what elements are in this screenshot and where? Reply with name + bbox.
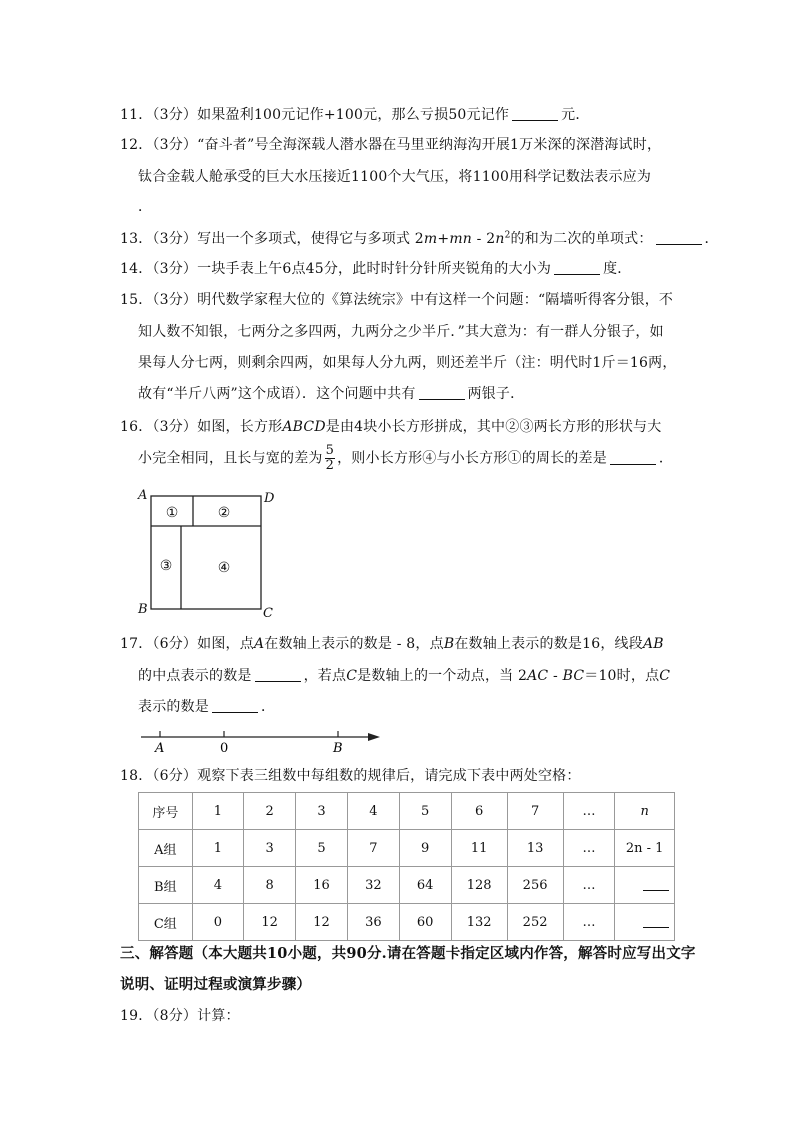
point-B-label: B <box>333 741 343 756</box>
answer-blank[interactable] <box>554 260 600 275</box>
q17-score: （6分） <box>152 636 198 652</box>
q11 <box>120 104 590 124</box>
q11-text: 如果盈利100元记作+100元，那么亏损50元记作 <box>197 107 510 123</box>
table-cell: 252 <box>507 904 563 941</box>
table-cell: 3 <box>296 793 348 830</box>
table-cell: 11 <box>451 830 507 867</box>
region-1: ① <box>165 505 179 521</box>
table-cell: … <box>563 830 615 867</box>
q15-line2 <box>138 321 664 341</box>
q17-C: C <box>346 668 358 684</box>
row-header-cell: C组 <box>139 904 193 941</box>
q15-tail: 两银子． <box>467 386 525 402</box>
fraction-numerator: 5 <box>325 443 335 458</box>
answer-blank-cell[interactable] <box>615 867 675 904</box>
q15-score: （3分） <box>152 292 198 308</box>
table-cell: 13 <box>507 830 563 867</box>
q16-line2 <box>138 444 673 473</box>
q13-pre: 写出一个多项式，使得它与多项式 2 <box>197 231 424 247</box>
table-cell: 2 <box>244 793 296 830</box>
q18-score: （6分） <box>152 768 198 784</box>
q13-score: （3分） <box>152 231 198 247</box>
region-2: ② <box>217 505 231 521</box>
q12-text2: 钛合金载人舱承受的巨大水压接近1100个大气压，将1100用科学记数法表示应为 <box>138 169 652 185</box>
q12-line3 <box>138 196 152 216</box>
label-D: D <box>264 491 275 506</box>
q18-text: 观察下表三组数中每组数的规律后，请完成下表中两处空格： <box>197 768 581 784</box>
table-row <box>139 830 675 867</box>
q19-text: 计算： <box>197 1008 240 1024</box>
q19-score: （8分） <box>152 1008 198 1024</box>
q12-text1: “奋斗者”号全海深载人潜水器在马里亚纳海沟开展1万米深的深潜海试时， <box>197 137 662 153</box>
q15-line4 <box>138 383 524 403</box>
q13-n: n <box>495 231 505 247</box>
table-cell: 132 <box>451 904 507 941</box>
row-header-cell: 序号 <box>139 793 193 830</box>
q15-line3 <box>138 352 677 372</box>
q14-tail: 度． <box>603 261 632 277</box>
table-cell: 36 <box>347 904 399 941</box>
q17-line2 <box>138 665 670 685</box>
q17-t3: 表示的数是 <box>138 699 209 715</box>
q14-num: 14． <box>120 261 153 277</box>
q16-tail: ． <box>658 450 674 467</box>
q17-t2a: 的中点表示的数是 <box>138 668 252 684</box>
table-cell: 1 <box>192 793 244 830</box>
q12-score: （3分） <box>152 137 198 153</box>
q17-A: A <box>253 636 265 652</box>
table-cell: 3 <box>244 830 296 867</box>
row-header-cell: B组 <box>139 867 193 904</box>
table-cell: 7 <box>347 830 399 867</box>
pattern-table <box>138 792 675 941</box>
fraction <box>325 444 335 473</box>
q17-line1 <box>120 633 664 653</box>
q15-num: 15． <box>120 292 153 308</box>
q15-text3: 果每人分七两，则剩余四两，如果每人分九两，则还差半斤（注：明代时1斤＝16两， <box>138 355 677 371</box>
table-cell: … <box>563 867 615 904</box>
q13 <box>120 228 719 248</box>
table-cell: 7 <box>507 793 563 830</box>
q13-exp: 2 <box>504 230 511 241</box>
point-A-label: A <box>155 741 165 756</box>
answer-blank[interactable] <box>610 450 656 465</box>
q13-plus: + <box>437 231 450 247</box>
q17-t1a: 如图，点 <box>197 636 254 652</box>
table-cell: n <box>615 793 675 830</box>
q17-C2: C <box>659 668 671 684</box>
q15-text4: 故有“半斤八两”这个成语）．这个问题中共有 <box>138 386 416 402</box>
q17-t1c: 在数轴上表示的数是16，线段 <box>454 636 643 652</box>
answer-blank[interactable] <box>255 667 301 682</box>
row-header-cell: A组 <box>139 830 193 867</box>
q13-num: 13． <box>120 231 153 247</box>
table-row <box>139 793 675 830</box>
table-cell: 5 <box>296 830 348 867</box>
table-cell: 2n - 1 <box>615 830 675 867</box>
table-row <box>139 867 675 904</box>
answer-blank[interactable] <box>512 106 558 121</box>
q17-num: 17． <box>120 636 153 652</box>
table-cell: 12 <box>244 904 296 941</box>
region-3: ③ <box>159 558 173 574</box>
answer-blank[interactable] <box>419 385 465 400</box>
table-cell: 256 <box>507 867 563 904</box>
section3-line2: 说明、证明过程或演算步骤） <box>120 976 312 993</box>
q18-num: 18． <box>120 768 153 784</box>
q16-abcd: ABCD <box>282 419 326 435</box>
table-cell: 4 <box>192 867 244 904</box>
number-line <box>136 728 396 758</box>
q17-tail: ． <box>261 699 276 715</box>
label-B: B <box>138 602 148 617</box>
q12-line1 <box>120 134 661 154</box>
q15-text2: 知人数不知银，七两分之多四两，九两分之少半斤．”其大意为：有一群人分银子，如 <box>138 324 664 340</box>
table-cell: … <box>563 793 615 830</box>
table-cell: 5 <box>399 793 451 830</box>
q11-tail: 元． <box>561 107 590 123</box>
q17-t2d: ＝10时，点 <box>584 668 660 684</box>
answer-blank[interactable] <box>656 230 702 245</box>
q16-pre1: 如图，长方形 <box>197 419 283 435</box>
table-cell: 60 <box>399 904 451 941</box>
q17-AB: AB <box>642 636 664 652</box>
table-cell: 6 <box>451 793 507 830</box>
q19-num: 19． <box>120 1008 153 1024</box>
label-A: A <box>138 488 148 503</box>
q14 <box>120 258 631 278</box>
answer-blank[interactable] <box>212 698 258 713</box>
q11-score: （3分） <box>152 107 198 123</box>
q17-t1b: 在数轴上表示的数是 - 8，点 <box>264 636 444 652</box>
table-cell: 8 <box>244 867 296 904</box>
q13-minus: - 2 <box>472 231 496 247</box>
q13-mn: mn <box>449 231 473 247</box>
q12-line2 <box>138 166 651 186</box>
table-cell: 64 <box>399 867 451 904</box>
q17-B: B <box>443 636 455 652</box>
label-C: C <box>263 606 273 621</box>
answer-blank[interactable] <box>643 913 669 928</box>
table-cell: 12 <box>296 904 348 941</box>
zero-label: 0 <box>220 741 229 756</box>
q16-line1 <box>120 416 661 436</box>
table-cell: 4 <box>347 793 399 830</box>
q16-score: （3分） <box>152 419 198 435</box>
q14-score: （3分） <box>152 261 198 277</box>
arrow-icon <box>368 733 380 741</box>
q15-line1 <box>120 289 673 309</box>
table-row <box>139 904 675 941</box>
section-heading <box>120 942 696 963</box>
q14-text: 一块手表上午6点45分，此时时针分针所夹锐角的大小为 <box>197 261 552 277</box>
table-cell: 1 <box>192 830 244 867</box>
q12-text3: ． <box>138 199 153 215</box>
q18 <box>120 765 581 785</box>
table-cell: … <box>563 904 615 941</box>
q17-dash: - <box>548 668 563 684</box>
q13-post: 的和为二次的单项式： <box>510 231 653 247</box>
table-cell: 128 <box>451 867 507 904</box>
answer-blank-cell[interactable] <box>615 904 675 941</box>
q19 <box>120 1005 240 1025</box>
q17-BC: BC <box>562 668 585 684</box>
q16-post2: ，则小长方形④与小长方形①的周长的差是 <box>337 450 607 467</box>
q16-pre2: 小完全相同，且长与宽的差为 <box>138 450 323 467</box>
q16-post1: 是由4块小长方形拼成，其中②③两长方形的形状与大 <box>325 419 662 435</box>
q16-num: 16． <box>120 419 153 435</box>
table-cell: 32 <box>347 867 399 904</box>
section-heading-cont <box>120 973 311 994</box>
table-cell: 0 <box>192 904 244 941</box>
answer-blank[interactable] <box>643 876 669 891</box>
table-cell: 9 <box>399 830 451 867</box>
fraction-denominator: 2 <box>325 458 335 473</box>
q12-num: 12． <box>120 137 153 153</box>
section3-line1: 三、解答题（本大题共10小题，共90分.请在答题卡指定区域内作答，解答时应写出文字 <box>120 945 696 962</box>
q13-tail: ． <box>704 231 719 247</box>
q17-line3 <box>138 696 275 716</box>
q15-text1: 明代数学家程大位的《算法统宗》中有这样一个问题：“隔墙听得客分银，不 <box>197 292 674 308</box>
q17-t2c: 是数轴上的一个动点，当 2 <box>357 668 528 684</box>
q13-m: m <box>423 231 438 247</box>
table-cell: 16 <box>296 867 348 904</box>
rectangle-figure <box>134 484 294 624</box>
q11-num: 11． <box>120 107 153 123</box>
q17-AC: AC <box>527 668 549 684</box>
region-4: ④ <box>217 560 231 576</box>
q17-t2b: ，若点 <box>303 668 347 684</box>
